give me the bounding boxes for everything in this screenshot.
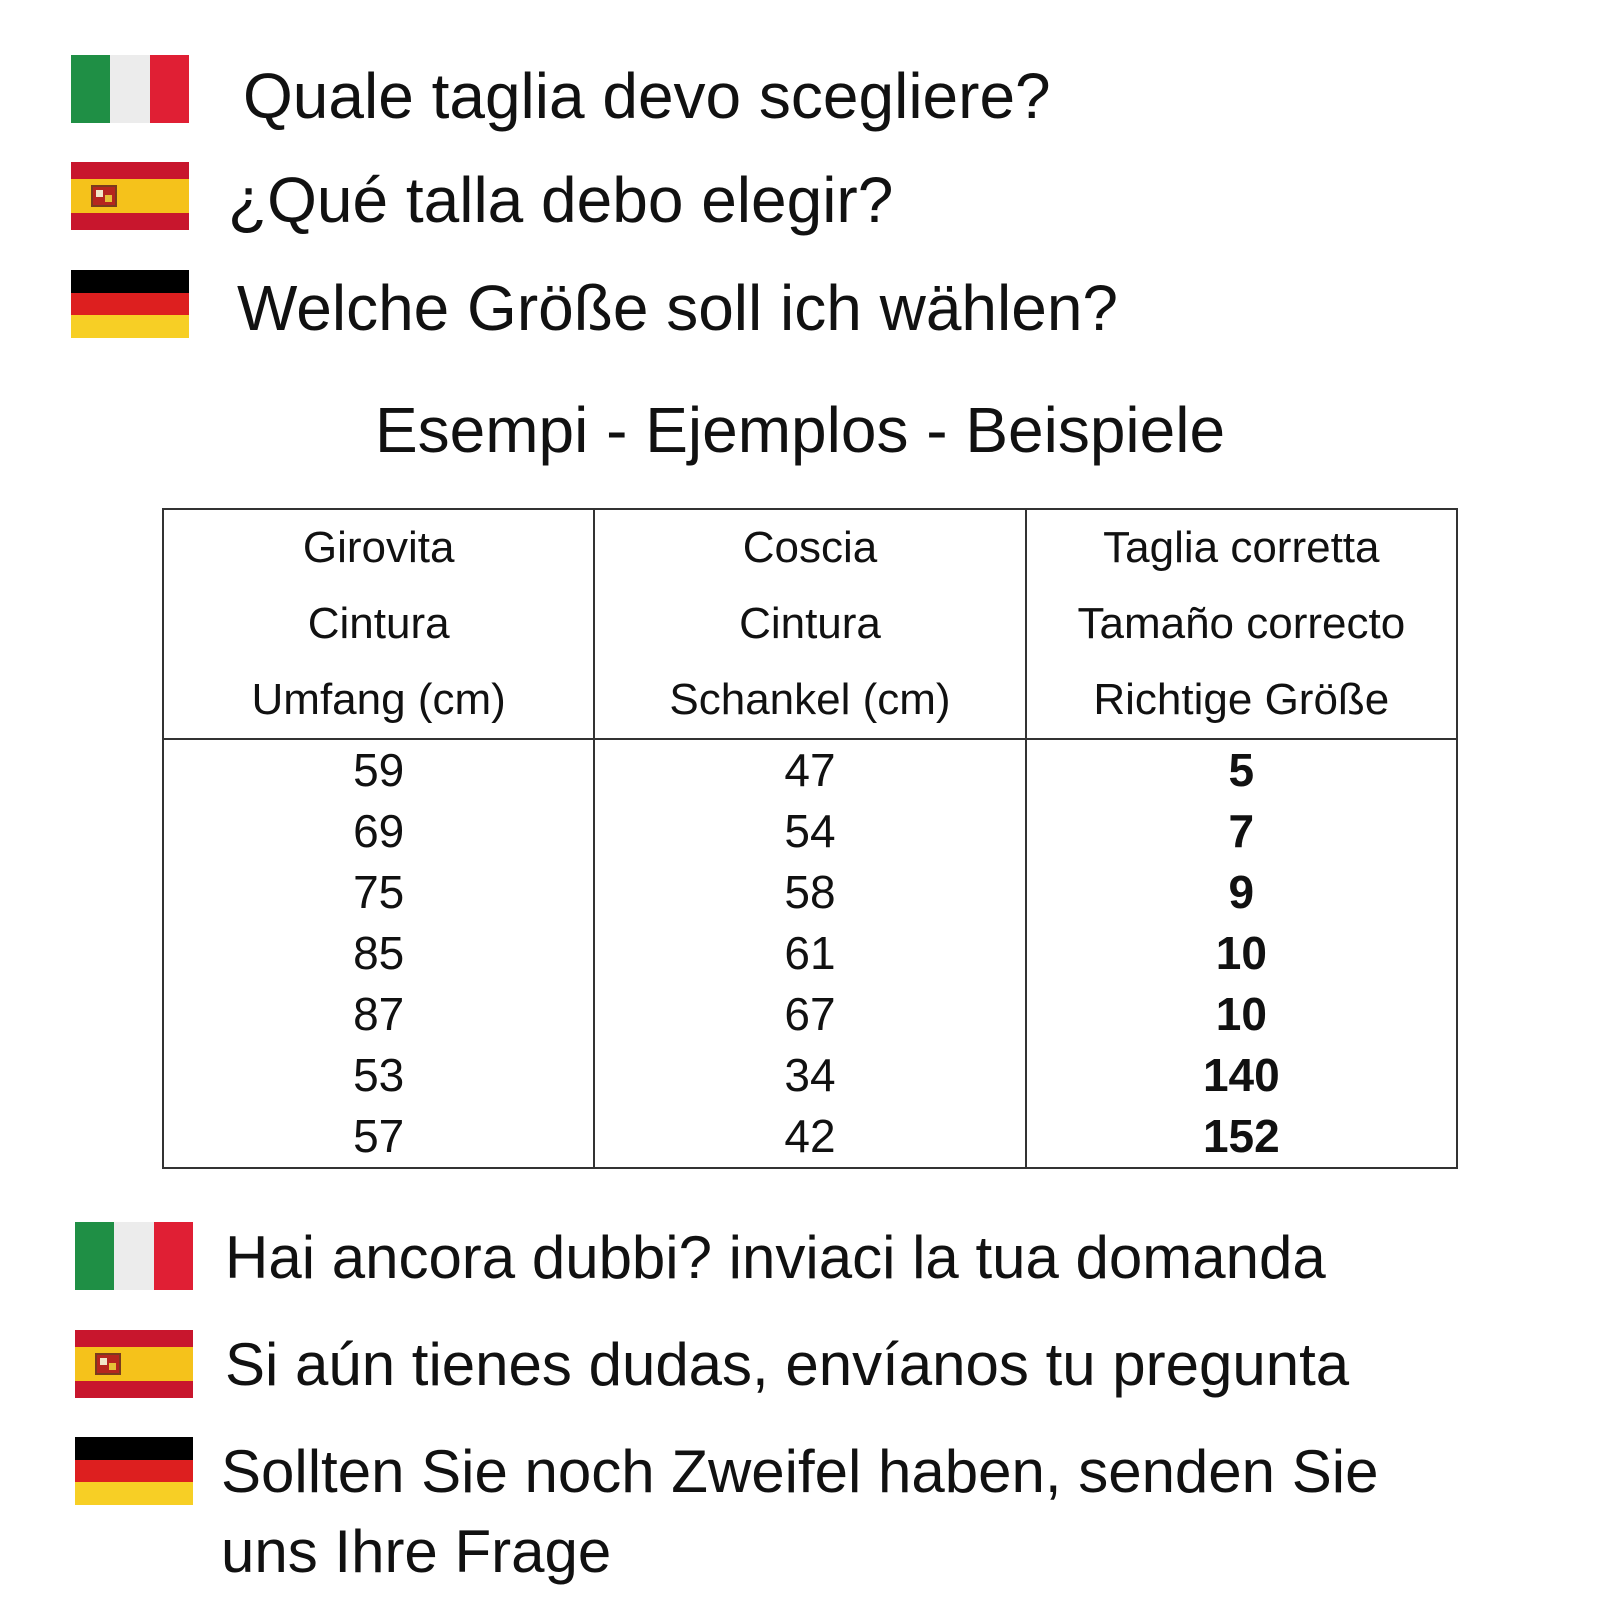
size-table [162,508,1458,1169]
waist-cell: 87 [163,984,594,1045]
header-line: Cintura [739,599,881,648]
size-cell: 140 [1026,1045,1457,1106]
table-row [163,862,1457,923]
thigh-cell: 67 [594,984,1025,1045]
header-line: Schankel (cm) [669,675,951,724]
question-german: Welche Größe soll ich wählen? [237,272,1118,344]
spain-flag-icon [75,1330,193,1398]
germany-flag-icon [71,270,189,338]
waist-cell: 85 [163,923,594,984]
italy-flag-icon [75,1222,193,1290]
size-cell: 9 [1026,862,1457,923]
spain-flag-icon [71,162,189,230]
header-line: Coscia [742,523,878,572]
header-waist [163,509,594,739]
header-thigh [594,509,1025,739]
table-row [163,984,1457,1045]
italy-flag-icon [71,55,189,123]
table-row [163,923,1457,984]
thigh-cell: 47 [594,739,1025,801]
table-row [163,1106,1457,1168]
waist-cell: 57 [163,1106,594,1168]
size-cell: 5 [1026,739,1457,801]
waist-cell: 59 [163,739,594,801]
size-cell: 10 [1026,923,1457,984]
footer-italian: Hai ancora dubbi? inviaci la tua domanda [225,1224,1326,1291]
waist-cell: 53 [163,1045,594,1106]
thigh-cell: 58 [594,862,1025,923]
table-row [163,1045,1457,1106]
question-italian: Quale taglia devo scegliere? [243,60,1051,132]
header-line: Richtige Größe [1093,675,1390,724]
header-line: Girovita [302,523,455,572]
germany-flag-icon [75,1437,193,1505]
header-size [1026,509,1457,739]
waist-cell: 75 [163,862,594,923]
thigh-cell: 42 [594,1106,1025,1168]
footer-spanish: Si aún tienes dudas, envíanos tu pregunta [225,1331,1350,1398]
size-cell: 152 [1026,1106,1457,1168]
size-cell: 7 [1026,801,1457,862]
thigh-cell: 54 [594,801,1025,862]
table-row [163,801,1457,862]
waist-cell: 69 [163,801,594,862]
thigh-cell: 34 [594,1045,1025,1106]
header-line: Umfang (cm) [251,675,506,724]
table-header-row [163,509,1457,739]
footer-german: Sollten Sie noch Zweifel haben, senden Sie uns Ihre Frage [221,1438,1379,1585]
header-line: Taglia corretta [1103,523,1380,572]
header-line: Cintura [307,599,450,648]
thigh-cell: 61 [594,923,1025,984]
table-row [163,739,1457,801]
question-spanish: ¿Qué talla debo elegir? [228,164,894,236]
header-line: Tamaño correcto [1077,599,1406,648]
size-cell: 10 [1026,984,1457,1045]
examples-title: Esempi - Ejemplos - Beispiele [374,394,1226,466]
